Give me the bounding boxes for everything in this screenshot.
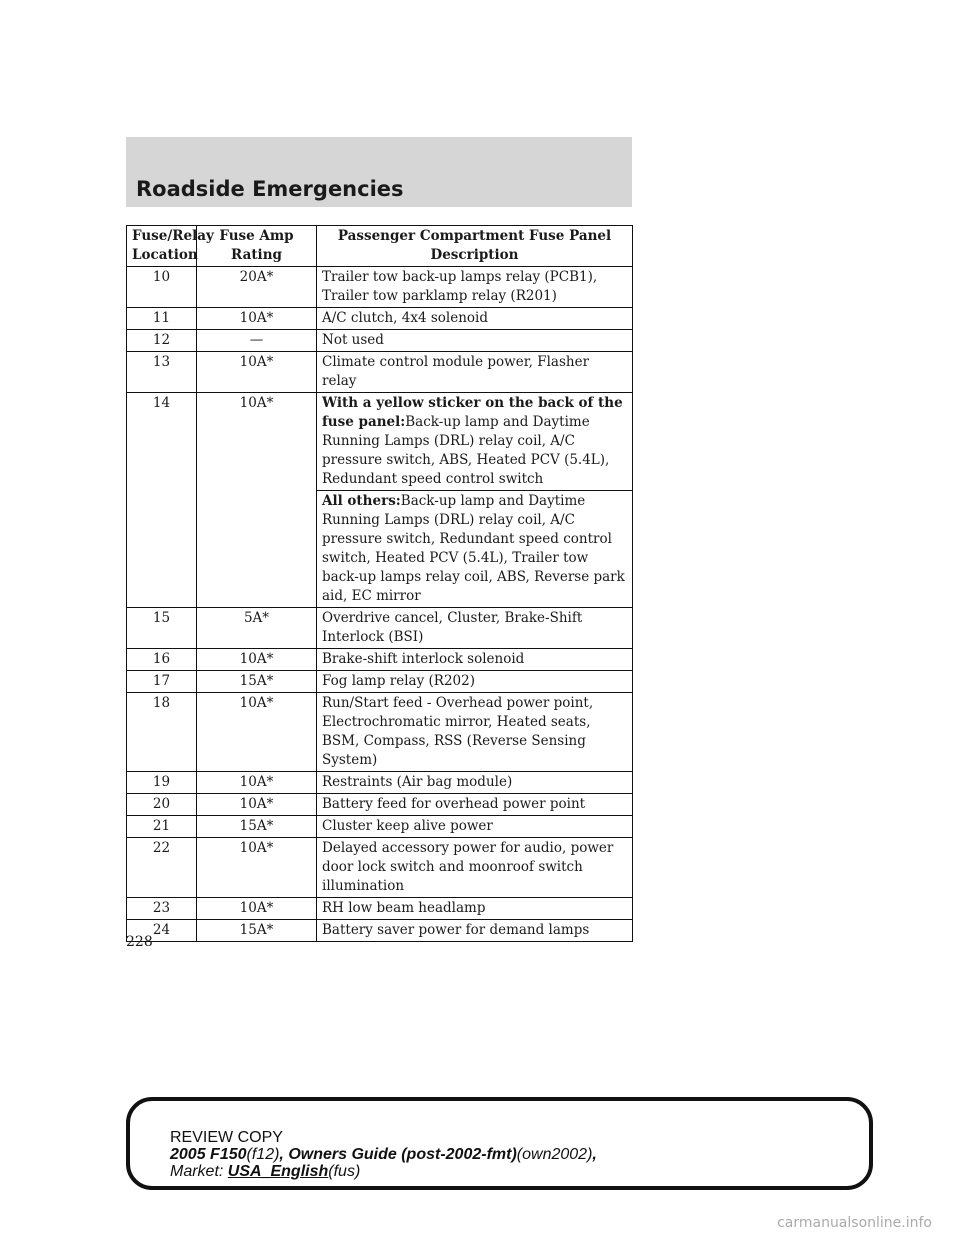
fuse-location: 24 bbox=[127, 920, 197, 942]
table-row bbox=[127, 352, 633, 393]
fuse-description: Not used bbox=[317, 330, 633, 352]
fuse-description: Overdrive cancel, Cluster, Brake-Shift Interlock (BSI) bbox=[317, 608, 633, 649]
table-row bbox=[127, 671, 633, 693]
header-rating: Fuse Amp Rating bbox=[197, 226, 317, 267]
fuse-rating: 10A* bbox=[197, 393, 317, 608]
table-row bbox=[127, 267, 633, 308]
model-name: 2005 F150 bbox=[170, 1146, 247, 1163]
model-code: (f12) bbox=[246, 1146, 280, 1163]
fuse-location: 20 bbox=[127, 794, 197, 816]
table-row bbox=[127, 393, 633, 491]
site-watermark: carmanualsonline.info bbox=[777, 1215, 932, 1231]
fuse-rating: 15A* bbox=[197, 671, 317, 693]
fuse-description-yellow-sticker bbox=[317, 393, 633, 491]
fuse-description: Delayed accessory power for audio, power door lock switch and moonroof switch illumination bbox=[317, 838, 633, 898]
review-copy-box bbox=[126, 1097, 873, 1190]
fuse-location: 21 bbox=[127, 816, 197, 838]
table-row bbox=[127, 330, 633, 352]
header-description: Passenger Compartment Fuse Panel Description bbox=[317, 226, 633, 267]
table-row bbox=[127, 693, 633, 772]
description-text: Back-up lamp and Daytime Running Lamps (DRL) relay coil, A/C pressure switch, ABS, Heated PCV (5.4L), Redundant speed control switch bbox=[322, 414, 610, 487]
page-number: 228 bbox=[126, 934, 153, 950]
fuse-location: 14 bbox=[127, 393, 197, 608]
section-title: Roadside Emergencies bbox=[136, 177, 404, 201]
fuse-location: 18 bbox=[127, 693, 197, 772]
table-row bbox=[127, 920, 633, 942]
fuse-description: Restraints (Air bag module) bbox=[317, 772, 633, 794]
fuse-description: Fog lamp relay (R202) bbox=[317, 671, 633, 693]
fuse-description: Brake-shift interlock solenoid bbox=[317, 649, 633, 671]
market-label: Market: bbox=[170, 1163, 224, 1180]
description-lead: All others: bbox=[322, 493, 401, 509]
fuse-rating: 5A* bbox=[197, 608, 317, 649]
table-row bbox=[127, 838, 633, 898]
fuse-location: 22 bbox=[127, 838, 197, 898]
table-row bbox=[127, 898, 633, 920]
table-row bbox=[127, 308, 633, 330]
fuse-location: 12 bbox=[127, 330, 197, 352]
table-header-row bbox=[127, 226, 633, 267]
fuse-description: Battery feed for overhead power point bbox=[317, 794, 633, 816]
fuse-rating: 10A* bbox=[197, 794, 317, 816]
fuse-rating: 10A* bbox=[197, 649, 317, 671]
fuse-location: 15 bbox=[127, 608, 197, 649]
fuse-description: Battery saver power for demand lamps bbox=[317, 920, 633, 942]
fuse-rating: 15A* bbox=[197, 920, 317, 942]
table-row bbox=[127, 794, 633, 816]
guide-code: (own2002) bbox=[516, 1146, 593, 1163]
fuse-description-all-others bbox=[317, 491, 633, 608]
fuse-rating: 10A* bbox=[197, 693, 317, 772]
table-row bbox=[127, 772, 633, 794]
fuse-location: 23 bbox=[127, 898, 197, 920]
fuse-rating: 15A* bbox=[197, 816, 317, 838]
table-row bbox=[127, 649, 633, 671]
guide-name: , Owners Guide (post-2002-fmt) bbox=[279, 1146, 517, 1163]
review-copy-label: REVIEW COPY bbox=[170, 1129, 283, 1146]
review-copy-text bbox=[170, 1129, 597, 1180]
table-row bbox=[127, 816, 633, 838]
fuse-description: A/C clutch, 4x4 solenoid bbox=[317, 308, 633, 330]
fuse-description: Cluster keep alive power bbox=[317, 816, 633, 838]
fuse-rating: 10A* bbox=[197, 352, 317, 393]
fuse-description: Climate control module power, Flasher relay bbox=[317, 352, 633, 393]
fuse-location: 11 bbox=[127, 308, 197, 330]
description-text: Back-up lamp and Daytime Running Lamps (DRL) relay coil, A/C pressure switch, Redundant speed control switch, Heated PCV (5.4L), Trailer tow back-up lamps relay coil, ABS, Reverse park aid, EC mirror bbox=[322, 493, 625, 604]
fuse-description: Trailer tow back-up lamps relay (PCB1), Trailer tow parklamp relay (R201) bbox=[317, 267, 633, 308]
fuse-rating: 20A* bbox=[197, 267, 317, 308]
table-row bbox=[127, 608, 633, 649]
fuse-description: Run/Start feed - Overhead power point, Electrochromatic mirror, Heated seats, BSM, Compass, RSS (Reverse Sensing System) bbox=[317, 693, 633, 772]
fuse-location: 10 bbox=[127, 267, 197, 308]
fuse-description: RH low beam headlamp bbox=[317, 898, 633, 920]
fuse-rating: 10A* bbox=[197, 308, 317, 330]
market-name: USA_English bbox=[227, 1163, 329, 1180]
description-lead: With a yellow sticker on the back of the fuse panel: bbox=[322, 395, 623, 430]
section-header-band bbox=[126, 137, 632, 207]
separator-comma: , bbox=[592, 1146, 597, 1163]
market-code: (fus) bbox=[328, 1163, 361, 1180]
fuse-rating: 10A* bbox=[197, 772, 317, 794]
fuse-location: 19 bbox=[127, 772, 197, 794]
review-copy-model-line bbox=[170, 1146, 597, 1163]
fuse-location: 17 bbox=[127, 671, 197, 693]
fuse-rating: 10A* bbox=[197, 898, 317, 920]
fuse-location: 13 bbox=[127, 352, 197, 393]
fuse-rating: — bbox=[197, 330, 317, 352]
fuse-table bbox=[126, 225, 633, 942]
review-copy-market-line bbox=[170, 1163, 597, 1180]
header-location: Fuse/Relay Location bbox=[127, 226, 197, 267]
fuse-rating: 10A* bbox=[197, 838, 317, 898]
fuse-location: 16 bbox=[127, 649, 197, 671]
